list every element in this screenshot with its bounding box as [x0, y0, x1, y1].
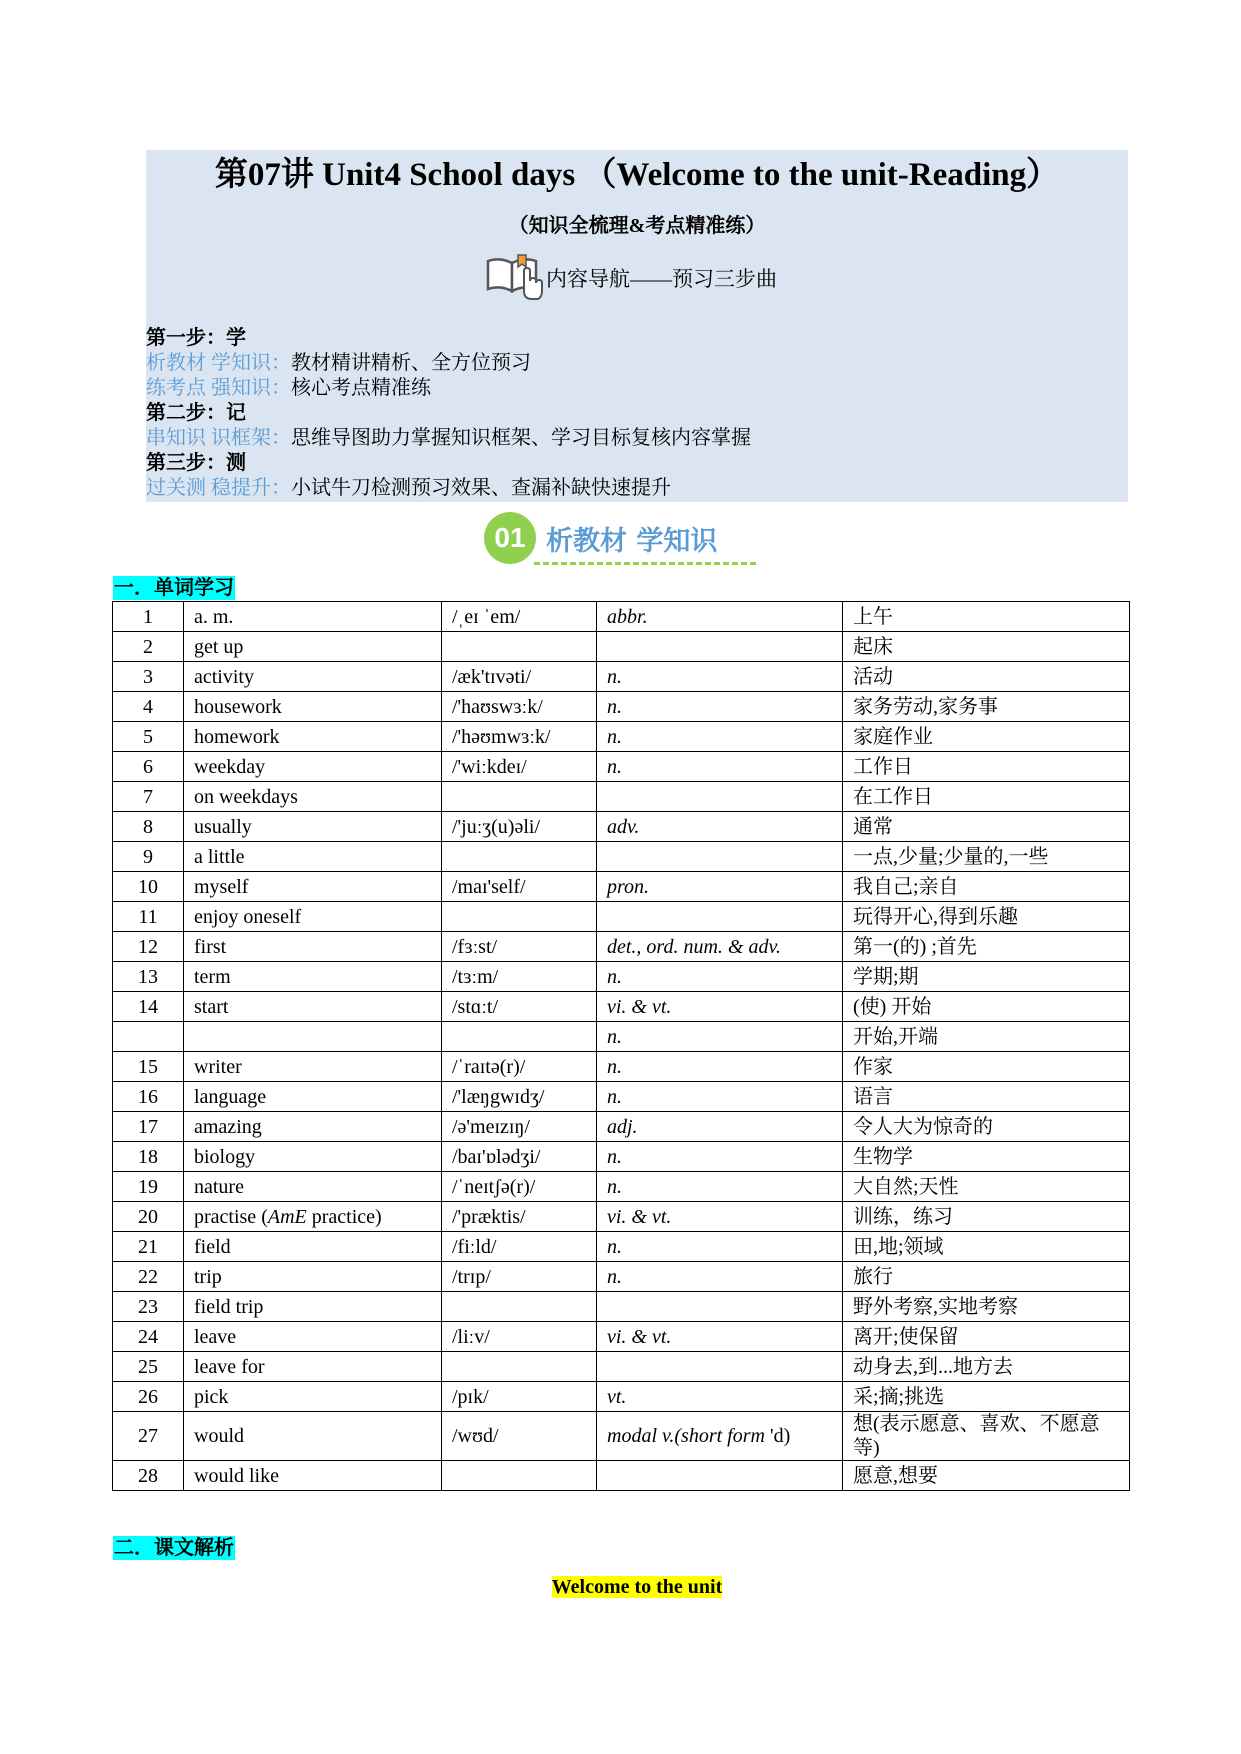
- cell-word: activity: [184, 662, 442, 692]
- step-line-text: 教材精讲精析、全方位预习: [291, 352, 531, 374]
- cell-part-of-speech: pron.: [597, 872, 843, 902]
- cell-word: leave: [184, 1322, 442, 1352]
- table-row: [113, 1352, 1130, 1382]
- step-line: [146, 476, 751, 501]
- cell-number: 22: [113, 1262, 184, 1292]
- cell-number: 9: [113, 842, 184, 872]
- cell-part-of-speech: n.: [597, 662, 843, 692]
- step-title: 第一步：学: [146, 327, 246, 349]
- table-row: [113, 1052, 1130, 1082]
- cell-meaning: 学期;期: [843, 962, 1130, 992]
- cell-part-of-speech: n.: [597, 1172, 843, 1202]
- table-row: [113, 902, 1130, 932]
- table-row: [113, 842, 1130, 872]
- cell-word: term: [184, 962, 442, 992]
- cell-word: language: [184, 1082, 442, 1112]
- cell-part-of-speech: [597, 1352, 843, 1382]
- cell-phonetic: /tɜːm/: [442, 962, 597, 992]
- cell-word: weekday: [184, 752, 442, 782]
- cell-phonetic: /ə'meɪzɪŋ/: [442, 1112, 597, 1142]
- cell-meaning: 作家: [843, 1052, 1130, 1082]
- section-banner: [484, 512, 717, 564]
- table-row: [113, 752, 1130, 782]
- cell-number: 24: [113, 1322, 184, 1352]
- table-row: [113, 1112, 1130, 1142]
- table-row: [113, 1262, 1130, 1292]
- table-row: [113, 962, 1130, 992]
- cell-phonetic: /ˈneɪtʃə(r)/: [442, 1172, 597, 1202]
- cell-part-of-speech: abbr.: [597, 602, 843, 632]
- cell-number: 27: [113, 1412, 184, 1461]
- cell-part-of-speech: vi. & vt.: [597, 1202, 843, 1232]
- cell-part-of-speech: n.: [597, 1022, 843, 1052]
- cell-phonetic: /æk'tɪvəti/: [442, 662, 597, 692]
- cell-meaning: 野外考察,实地考察: [843, 1292, 1130, 1322]
- cell-phonetic: /maɪ'self/: [442, 872, 597, 902]
- cell-phonetic: /wʊd/: [442, 1412, 597, 1461]
- cell-word: biology: [184, 1142, 442, 1172]
- cell-phonetic: /'həʊmwɜːk/: [442, 722, 597, 752]
- cell-number: 15: [113, 1052, 184, 1082]
- cell-word: [184, 1022, 442, 1052]
- cell-number: 26: [113, 1382, 184, 1412]
- cell-meaning: 家务劳动,家务事: [843, 692, 1130, 722]
- cell-meaning: 语言: [843, 1082, 1130, 1112]
- cell-number: 13: [113, 962, 184, 992]
- cell-meaning: 大自然;天性: [843, 1172, 1130, 1202]
- cell-number: 3: [113, 662, 184, 692]
- cell-word: writer: [184, 1052, 442, 1082]
- cell-number: 21: [113, 1232, 184, 1262]
- table-row: [113, 812, 1130, 842]
- word-text: practise (: [194, 1205, 268, 1228]
- cell-part-of-speech: [597, 902, 843, 932]
- table-row: [113, 872, 1130, 902]
- cell-part-of-speech: adj.: [597, 1112, 843, 1142]
- cell-meaning: 离开;使保留: [843, 1322, 1130, 1352]
- welcome-heading-wrap: [146, 1574, 1128, 1600]
- table-row: [113, 782, 1130, 812]
- cell-meaning: 我自己;亲自: [843, 872, 1130, 902]
- cell-phonetic: /ˌeɪ ˈem/: [442, 602, 597, 632]
- cell-meaning: 训练，练习: [843, 1202, 1130, 1232]
- step-line: [146, 426, 751, 451]
- cell-meaning: 旅行: [843, 1262, 1130, 1292]
- cell-phonetic: /baɪ'ɒlədʒi/: [442, 1142, 597, 1172]
- table-row: [113, 1322, 1130, 1352]
- step-line: [146, 376, 751, 401]
- cell-number: 5: [113, 722, 184, 752]
- cell-phonetic: [442, 902, 597, 932]
- table-row: [113, 932, 1130, 962]
- cell-phonetic: /'læŋgwɪdʒ/: [442, 1082, 597, 1112]
- cell-meaning: 令人大为惊奇的: [843, 1112, 1130, 1142]
- cell-meaning: 采;摘;挑选: [843, 1382, 1130, 1412]
- cell-number: 4: [113, 692, 184, 722]
- cell-meaning: 一点,少量;少量的,一些: [843, 842, 1130, 872]
- table-row: [113, 1082, 1130, 1112]
- step-line-key: 析教材 学知识：: [146, 352, 291, 374]
- cell-phonetic: /ˈraɪtə(r)/: [442, 1052, 597, 1082]
- preview-steps: [146, 326, 751, 501]
- step-line-key: 过关测 稳提升：: [146, 477, 291, 499]
- cell-part-of-speech: n.: [597, 752, 843, 782]
- cell-meaning: 生物学: [843, 1142, 1130, 1172]
- step-line-key: 串知识 识框架：: [146, 427, 291, 449]
- cell-part-of-speech: n.: [597, 962, 843, 992]
- cell-word: trip: [184, 1262, 442, 1292]
- cell-number: 12: [113, 932, 184, 962]
- book-pointer-icon: [484, 247, 546, 309]
- cell-meaning: 想(表示愿意、喜欢、不愿意等): [843, 1412, 1130, 1461]
- cell-meaning: 上午: [843, 602, 1130, 632]
- cell-meaning: 愿意,想要: [843, 1461, 1130, 1491]
- cell-part-of-speech: det., ord. num. & adv.: [597, 932, 843, 962]
- cell-part-of-speech: n.: [597, 692, 843, 722]
- cell-word: amazing: [184, 1112, 442, 1142]
- step-line-key: 练考点 强知识：: [146, 377, 291, 399]
- cell-phonetic: [442, 1022, 597, 1052]
- table-row: [113, 992, 1130, 1022]
- cell-part-of-speech: n.: [597, 722, 843, 752]
- cell-part-of-speech: [597, 1412, 843, 1461]
- cell-part-of-speech: [597, 632, 843, 662]
- table-row: [113, 1172, 1130, 1202]
- cell-number: 10: [113, 872, 184, 902]
- table-row: [113, 1232, 1130, 1262]
- cell-number: 25: [113, 1352, 184, 1382]
- section-divider: [534, 562, 756, 565]
- cell-meaning: 通常: [843, 812, 1130, 842]
- cell-word: nature: [184, 1172, 442, 1202]
- cell-number: 17: [113, 1112, 184, 1142]
- cell-number: 14: [113, 992, 184, 1022]
- cell-part-of-speech: vt.: [597, 1382, 843, 1412]
- cell-meaning: 开始,开端: [843, 1022, 1130, 1052]
- vocab-table: [112, 601, 1130, 1491]
- cell-phonetic: /trɪp/: [442, 1262, 597, 1292]
- step-line-text: 核心考点精准练: [291, 377, 431, 399]
- cell-phonetic: /'haʊswɜːk/: [442, 692, 597, 722]
- table-row: [113, 1382, 1130, 1412]
- step-line-text: 思维导图助力掌握知识框架、学习目标复核内容掌握: [291, 427, 751, 449]
- cell-word: would: [184, 1412, 442, 1461]
- cell-word: enjoy oneself: [184, 902, 442, 932]
- section-heading-vocab: 一．单词学习: [114, 577, 234, 599]
- table-row: [113, 1292, 1130, 1322]
- cell-word: leave for: [184, 1352, 442, 1382]
- table-row: [113, 1142, 1130, 1172]
- cell-meaning: 第一(的) ;首先: [843, 932, 1130, 962]
- cell-phonetic: [442, 632, 597, 662]
- section-banner-label: 析教材 学知识: [546, 525, 718, 557]
- table-row: [113, 692, 1130, 722]
- table-row: [113, 1022, 1130, 1052]
- cell-number: 7: [113, 782, 184, 812]
- cell-phonetic: /liːv/: [442, 1322, 597, 1352]
- content-navigation: [484, 250, 777, 306]
- cell-meaning: 动身去,到...地方去: [843, 1352, 1130, 1382]
- cell-number: 1: [113, 602, 184, 632]
- step-line: [146, 351, 751, 376]
- table-row: [113, 722, 1130, 752]
- cell-word: start: [184, 992, 442, 1022]
- table-row: [113, 1461, 1130, 1491]
- table-row: [113, 602, 1130, 632]
- cell-word: field: [184, 1232, 442, 1262]
- cell-phonetic: /stɑːt/: [442, 992, 597, 1022]
- cell-phonetic: [442, 1292, 597, 1322]
- cell-word: would like: [184, 1461, 442, 1491]
- pos-text: 'd): [769, 1425, 791, 1447]
- cell-phonetic: [442, 782, 597, 812]
- cell-meaning: 起床: [843, 632, 1130, 662]
- cell-meaning: 家庭作业: [843, 722, 1130, 752]
- step-title: 第三步：测: [146, 452, 246, 474]
- cell-phonetic: /fiːld/: [442, 1232, 597, 1262]
- cell-number: 2: [113, 632, 184, 662]
- cell-word: housework: [184, 692, 442, 722]
- cell-phonetic: /'præktis/: [442, 1202, 597, 1232]
- table-row: [113, 632, 1130, 662]
- cell-word: field trip: [184, 1292, 442, 1322]
- cell-part-of-speech: [597, 782, 843, 812]
- cell-number: 19: [113, 1172, 184, 1202]
- cell-number: 23: [113, 1292, 184, 1322]
- section-number-badge: 01: [484, 512, 536, 564]
- cell-word: homework: [184, 722, 442, 752]
- cell-phonetic: /pɪk/: [442, 1382, 597, 1412]
- page-title: 第07讲 Unit4 School days （Welcome to the unit-Reading）: [214, 157, 1060, 193]
- cell-part-of-speech: [597, 1461, 843, 1491]
- cell-word: usually: [184, 812, 442, 842]
- welcome-heading: Welcome to the unit: [551, 1576, 723, 1598]
- cell-part-of-speech: n.: [597, 1142, 843, 1172]
- cell-phonetic: [442, 842, 597, 872]
- pos-text: modal v.(short form: [607, 1425, 770, 1447]
- cell-meaning: 玩得开心,得到乐趣: [843, 902, 1130, 932]
- cell-number: 16: [113, 1082, 184, 1112]
- table-row: [113, 1412, 1130, 1461]
- step-title: 第二步：记: [146, 402, 246, 424]
- cell-meaning: 活动: [843, 662, 1130, 692]
- cell-number: 11: [113, 902, 184, 932]
- page-subtitle: （知识全梳理&考点精准练）: [508, 215, 766, 237]
- cell-part-of-speech: vi. & vt.: [597, 992, 843, 1022]
- cell-word: get up: [184, 632, 442, 662]
- section-heading-text: 二．课文解析: [114, 1537, 234, 1559]
- cell-number: 8: [113, 812, 184, 842]
- step-line-text: 小试牛刀检测预习效果、查漏补缺快速提升: [291, 477, 671, 499]
- cell-part-of-speech: n.: [597, 1052, 843, 1082]
- cell-word: a little: [184, 842, 442, 872]
- cell-number: [113, 1022, 184, 1052]
- cell-part-of-speech: n.: [597, 1262, 843, 1292]
- cell-meaning: 在工作日: [843, 782, 1130, 812]
- cell-phonetic: [442, 1461, 597, 1491]
- table-row: [113, 662, 1130, 692]
- cell-number: 28: [113, 1461, 184, 1491]
- cell-phonetic: [442, 1352, 597, 1382]
- cell-part-of-speech: [597, 1292, 843, 1322]
- cell-word: a. m.: [184, 602, 442, 632]
- cell-phonetic: /'wiːkdeɪ/: [442, 752, 597, 782]
- cell-phonetic: /'juːʒ(u)əli/: [442, 812, 597, 842]
- cell-phonetic: /fɜːst/: [442, 932, 597, 962]
- cell-word: myself: [184, 872, 442, 902]
- word-text: practice): [306, 1205, 382, 1228]
- cell-meaning: 田,地;领域: [843, 1232, 1130, 1262]
- cell-word: pick: [184, 1382, 442, 1412]
- cell-part-of-speech: n.: [597, 1082, 843, 1112]
- cell-word: [184, 1202, 442, 1232]
- table-row: [113, 1202, 1130, 1232]
- cell-meaning: (使) 开始: [843, 992, 1130, 1022]
- word-variant: AmE: [267, 1205, 307, 1228]
- nav-label: 内容导航——预习三步曲: [546, 267, 777, 291]
- cell-part-of-speech: n.: [597, 1232, 843, 1262]
- cell-word: first: [184, 932, 442, 962]
- cell-part-of-speech: [597, 842, 843, 872]
- cell-number: 18: [113, 1142, 184, 1172]
- cell-number: 20: [113, 1202, 184, 1232]
- cell-word: on weekdays: [184, 782, 442, 812]
- cell-meaning: 工作日: [843, 752, 1130, 782]
- cell-number: 6: [113, 752, 184, 782]
- cell-part-of-speech: vi. & vt.: [597, 1322, 843, 1352]
- cell-part-of-speech: adv.: [597, 812, 843, 842]
